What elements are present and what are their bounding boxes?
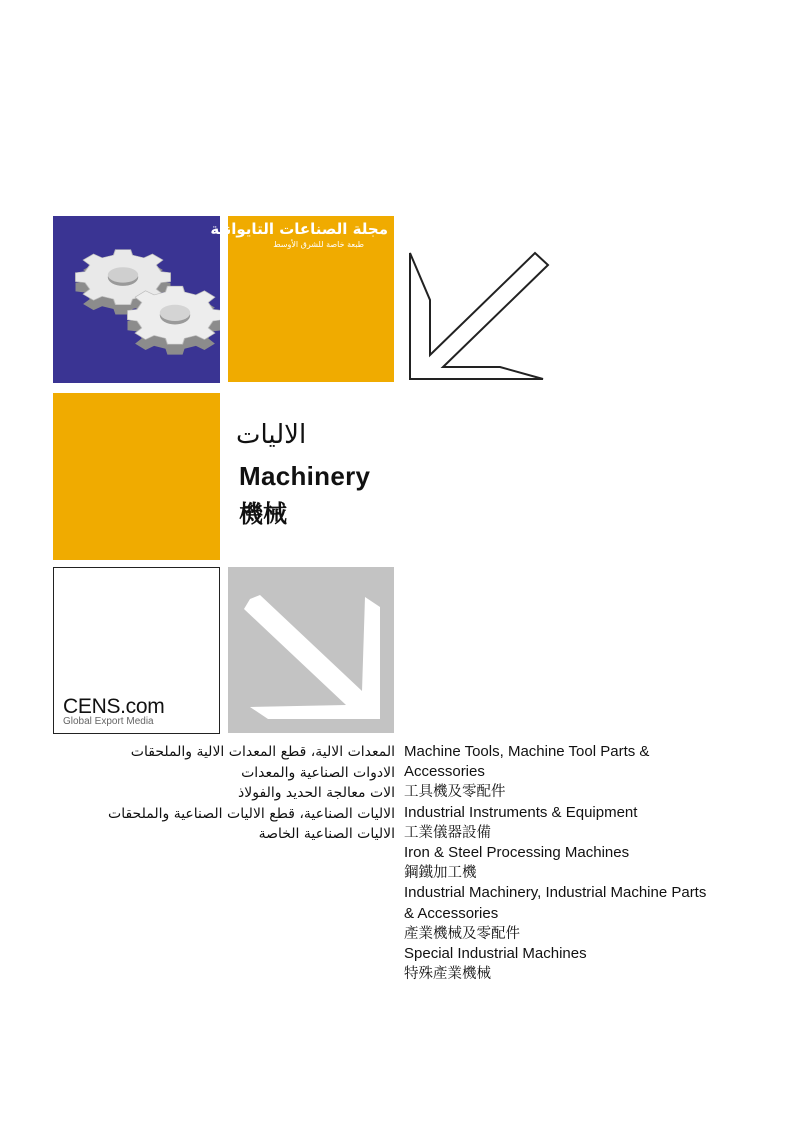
list-item: 產業機械及零配件 bbox=[404, 925, 520, 942]
category-title-chinese: 機械 bbox=[239, 500, 287, 528]
list-item: الاليات الصناعية، قطع الاليات الصناعية والملحقات bbox=[108, 805, 395, 822]
magazine-header-panel bbox=[210, 216, 394, 382]
list-item: الات معالجة الحديد والفولاذ bbox=[238, 785, 395, 801]
list-item: Machine Tools, Machine Tool Parts & bbox=[404, 743, 650, 760]
magazine-title: مجلة الصناعات التايوانية bbox=[210, 220, 388, 238]
list-item: المعدات الالية، قطع المعدات الالية والملحقات bbox=[130, 744, 395, 760]
list-item: الادوات الصناعية والمعدات bbox=[241, 764, 395, 781]
arrow-panel bbox=[228, 567, 394, 733]
category-title-english: Machinery bbox=[239, 461, 371, 491]
list-item: 鋼鐵加工機 bbox=[404, 865, 477, 882]
magazine-subtitle: طبعة خاصة للشرق الأوسط bbox=[273, 240, 364, 249]
category-color-panel bbox=[53, 393, 220, 560]
category-title-arabic: الاليات bbox=[236, 420, 307, 450]
cens-tagline: Global Export Media bbox=[63, 716, 154, 727]
list-item: 工具機及零配件 bbox=[404, 784, 506, 801]
logo-panel bbox=[53, 567, 220, 734]
gear-image-panel bbox=[53, 216, 220, 383]
list-item: Special Industrial Machines bbox=[404, 945, 587, 963]
list-item: Industrial Instruments & Equipment bbox=[404, 803, 638, 821]
list-item: 特殊產業機械 bbox=[404, 966, 491, 983]
list-item: الاليات الصناعية الخاصة bbox=[258, 826, 395, 842]
list-item: 工業儀器設備 bbox=[404, 824, 491, 841]
list-item: Industrial Machinery, Industrial Machine Parts bbox=[404, 884, 707, 902]
gears-icon bbox=[53, 216, 220, 383]
english-product-list bbox=[404, 742, 764, 984]
arabic-product-list bbox=[15, 742, 395, 845]
list-item: Accessories bbox=[404, 763, 485, 781]
list-item: Iron & Steel Processing Machines bbox=[404, 844, 630, 862]
cens-logo: CENS.com bbox=[63, 695, 165, 718]
arrow-down-right-icon bbox=[228, 567, 394, 733]
list-item: & Accessories bbox=[404, 904, 499, 922]
arrow-outline-icon bbox=[405, 245, 555, 385]
